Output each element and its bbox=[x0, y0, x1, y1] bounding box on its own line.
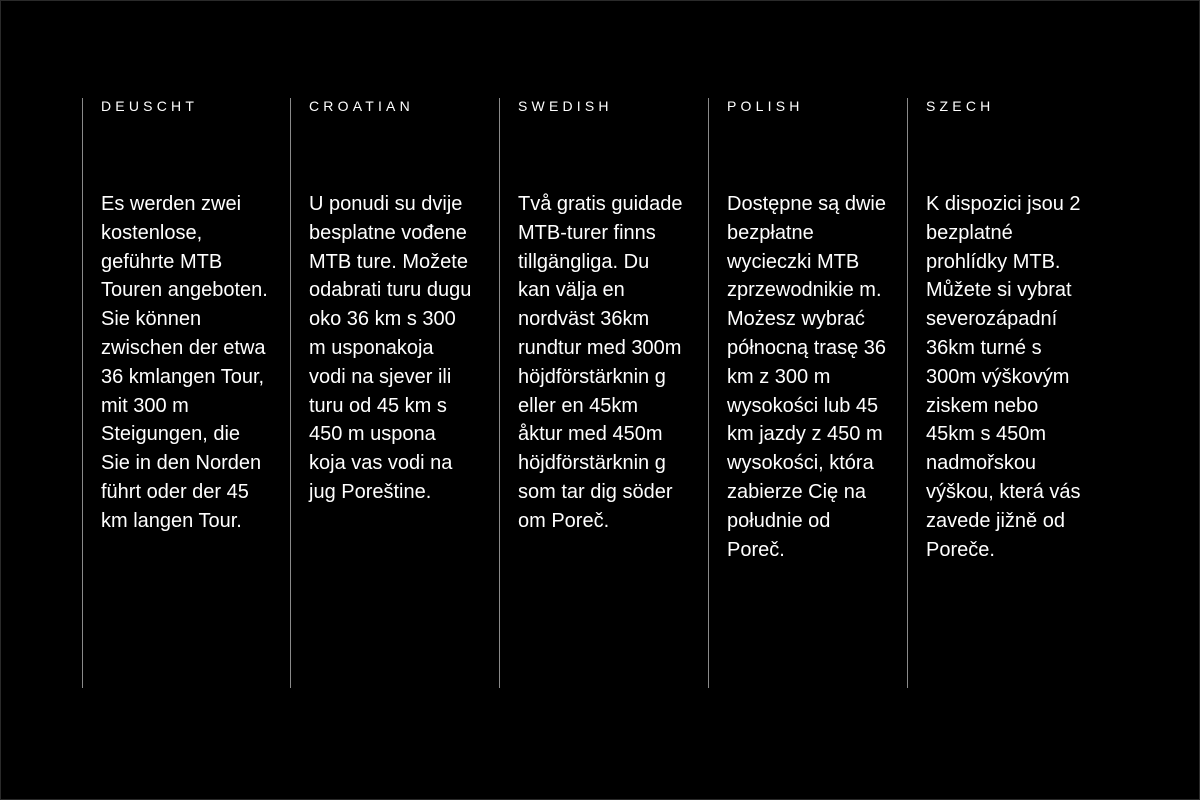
column-german bbox=[82, 98, 290, 688]
language-heading-german: DEUSCHT bbox=[101, 98, 199, 114]
column-polish bbox=[708, 98, 907, 688]
description-croatian: U ponudi su dvije besplatne vođene MTB ture. Možete odabrati turu dugu oko 36 km s 300 m usponakoja vodi na sjever ili turu od 45 km s 450 m uspona koja vas vodi na jug Poreštine. bbox=[309, 193, 472, 503]
description-polish: Dostępne są dwie bezpłatne wycieczki MTB zprzewodnikie m. Możesz wybrać północną trasę 36 km z 300 m wysokości lub 45 km jazdy z 450 m wysokości, która zabierze Cię na południe od Poreč. bbox=[727, 193, 887, 561]
column-swedish bbox=[499, 98, 708, 688]
description-swedish: Två gratis guidade MTB-turer finns tillgängliga. Du kan välja en nordväst 36km rundtur med 300m höjdförstärknin g eller en 45km åktur med 450m höjdförstärknin g som tar dig söder om Poreč. bbox=[518, 193, 683, 532]
column-czech bbox=[907, 98, 1107, 688]
column-croatian bbox=[290, 98, 499, 688]
description-german: Es werden zwei kostenlose, geführte MTB Touren angeboten. Sie können zwischen der etwa 36 kmlangen Tour, mit 300 m Steigungen, die Sie in den Norden führt oder der 45 km langen Tour. bbox=[101, 193, 268, 532]
language-heading-polish: POLISH bbox=[727, 98, 804, 114]
language-heading-swedish: SWEDISH bbox=[518, 98, 613, 114]
language-heading-croatian: CROATIAN bbox=[309, 98, 414, 114]
language-heading-czech: SZECH bbox=[926, 98, 995, 114]
description-czech: K dispozici jsou 2 bezplatné prohlídky MTB. Můžete si vybrat severozápadní 36km turné s 300m výškovým ziskem nebo 45km s 450m nadmořskou výškou, která vás zavede jižně od Poreče. bbox=[926, 193, 1081, 561]
